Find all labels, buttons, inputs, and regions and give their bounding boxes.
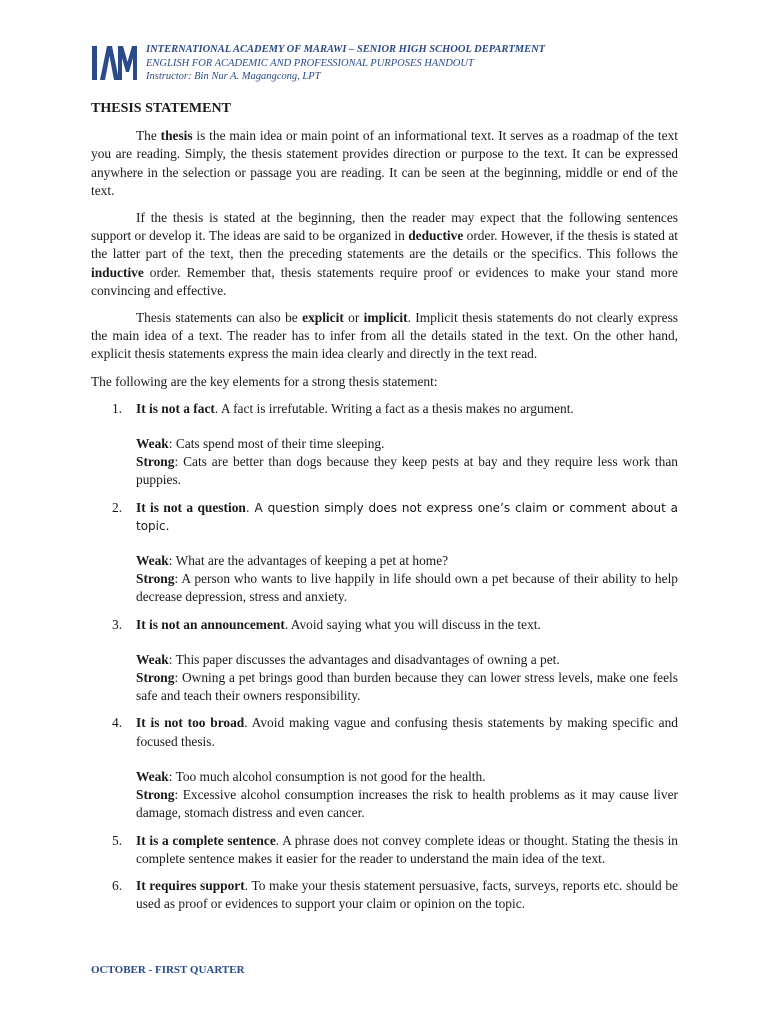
item-title: It is not an announcement: [136, 616, 285, 632]
text-run: . Implicit thesis statements do not clearly express the main idea of a text. The reader has to infer from all the details stated in the text. On the other hand, explicit thesis statements express the main idea clearly and directly in the text read.: [91, 310, 678, 362]
weak-example: [136, 435, 678, 453]
list-item: [91, 832, 678, 868]
item-number: 5.: [112, 832, 123, 848]
item-number: 2.: [112, 499, 123, 515]
item-title: It is a complete sentence: [136, 832, 276, 848]
list-item: [91, 714, 678, 822]
item-title: It is not a fact: [136, 400, 215, 416]
item-heading: [136, 877, 678, 913]
weak-label: Weak: [136, 651, 169, 667]
item-number: 3.: [112, 616, 123, 632]
strong-text: : Owning a pet brings good than burden because they can lower stress levels, make one feels safe and teach their owners responsibility.: [136, 670, 678, 704]
strong-label: Strong: [136, 571, 175, 587]
school-logo: [90, 40, 138, 84]
item-number: 6.: [112, 877, 123, 893]
strong-example: [136, 570, 678, 606]
paragraph-explicit-implicit: [91, 309, 678, 364]
handout-title: ENGLISH FOR ACADEMIC AND PROFESSIONAL PURPOSES HANDOUT: [146, 57, 474, 69]
item-description: . Avoid making vague and confusing thesis statements by making specific and focused thesis.: [136, 715, 678, 749]
list-item: [91, 616, 678, 706]
list-item: [91, 400, 678, 490]
strong-label: Strong: [136, 670, 175, 686]
term-thesis: thesis: [160, 128, 193, 144]
paragraph-deductive-inductive: [91, 209, 678, 300]
school-name: INTERNATIONAL ACADEMY OF MARAWI – SENIOR HIGH SCHOOL DEPARTMENT: [146, 44, 546, 55]
item-heading: [136, 616, 678, 634]
strong-example: [136, 453, 678, 489]
strong-text: : Cats are better than dogs because they keep pests at bay and they require less work than puppies.: [136, 454, 678, 488]
strong-example: [136, 786, 678, 822]
strong-label: Strong: [136, 454, 175, 470]
term-deductive: deductive: [408, 228, 464, 244]
weak-label: Weak: [136, 436, 169, 452]
text-run: The: [136, 128, 161, 144]
text-run: or: [343, 310, 364, 326]
text-run: If the thesis is stated at the beginning, then the reader may expect that the following sentences support or develop it. The ideas are said to be organized in: [91, 210, 678, 244]
weak-text: : What are the advantages of keeping a pet at home?: [168, 553, 449, 569]
weak-text: : Too much alcohol consumption is not good for the health.: [168, 768, 486, 784]
strong-text: : A person who wants to live happily in life should own a pet because of their ability to help decrease depression, stress and anxiety.: [136, 571, 678, 605]
text-run: order. Remember that, thesis statements require proof or evidences to make your stand more convincing and effective.: [91, 264, 678, 298]
term-explicit: explicit: [302, 310, 344, 326]
text-run: order. However, if the thesis is stated at the latter part of the text, then the preceding statements are the details or the specifics. This follows the: [91, 228, 679, 262]
weak-text: : This paper discusses the advantages and disadvantages of owning a pet.: [168, 651, 560, 667]
page-title: THESIS STATEMENT: [91, 101, 231, 116]
weak-example: [136, 651, 678, 669]
item-heading: [136, 499, 678, 535]
item-description: . A question simply does not express one’s claim or comment about a topic.: [136, 500, 678, 533]
item-title: It is not a question: [136, 499, 246, 515]
item-description: . Avoid saying what you will discuss in the text.: [284, 616, 541, 632]
item-description: . A fact is irrefutable. Writing a fact as a thesis makes no argument.: [214, 400, 574, 416]
item-description: . A phrase does not convey complete ideas or thought. Stating the thesis in complete sentence makes it easier for the reader to understand the main idea of the text.: [136, 832, 679, 866]
weak-example: [136, 552, 678, 570]
term-implicit: implicit: [363, 310, 408, 326]
page-footer: OCTOBER - FIRST QUARTER: [91, 964, 245, 976]
weak-label: Weak: [136, 553, 169, 569]
instructor-name: Instructor: Bin Nur A. Magangcong, LPT: [146, 71, 321, 82]
item-heading: [136, 400, 678, 418]
item-title: It is not too broad: [136, 715, 245, 731]
item-number: 4.: [112, 715, 123, 731]
item-description: . To make your thesis statement persuasive, facts, surveys, reports etc. should be used as proof or evidences to support your claim or opinion on the topic.: [136, 877, 678, 912]
strong-example: [136, 669, 678, 705]
text-run: is the main idea or main point of an informational text. It serves as a roadmap of the text you are reading. Simply, the thesis statement provides direction or purpose to the text. It can be expressed anywhere in the selection or passage you are reading. It can be seen at the beginning, middle or end of the text.: [91, 128, 678, 198]
header-text: [146, 43, 545, 84]
document-header: [90, 40, 545, 84]
list-item: [91, 877, 678, 913]
strong-label: Strong: [136, 787, 175, 803]
weak-example: [136, 768, 678, 786]
text-run: Thesis statements can also be: [136, 310, 303, 326]
item-heading: [136, 832, 678, 868]
weak-text: : Cats spend most of their time sleeping.: [168, 436, 385, 452]
term-inductive: inductive: [91, 264, 144, 280]
weak-label: Weak: [136, 768, 169, 784]
item-heading: [136, 714, 678, 750]
strong-text: : Excessive alcohol consumption increases the risk to health problems as it may cause liver damage, stomach distress and even cancer.: [136, 787, 678, 821]
key-elements-list: [91, 400, 678, 913]
item-number: 1.: [112, 400, 123, 416]
paragraph-thesis-definition: [91, 127, 678, 200]
list-item: [91, 499, 678, 607]
document-body: [91, 100, 678, 922]
key-elements-intro: The following are the key elements for a strong thesis statement:: [91, 373, 438, 389]
item-title: It requires support: [136, 877, 245, 893]
